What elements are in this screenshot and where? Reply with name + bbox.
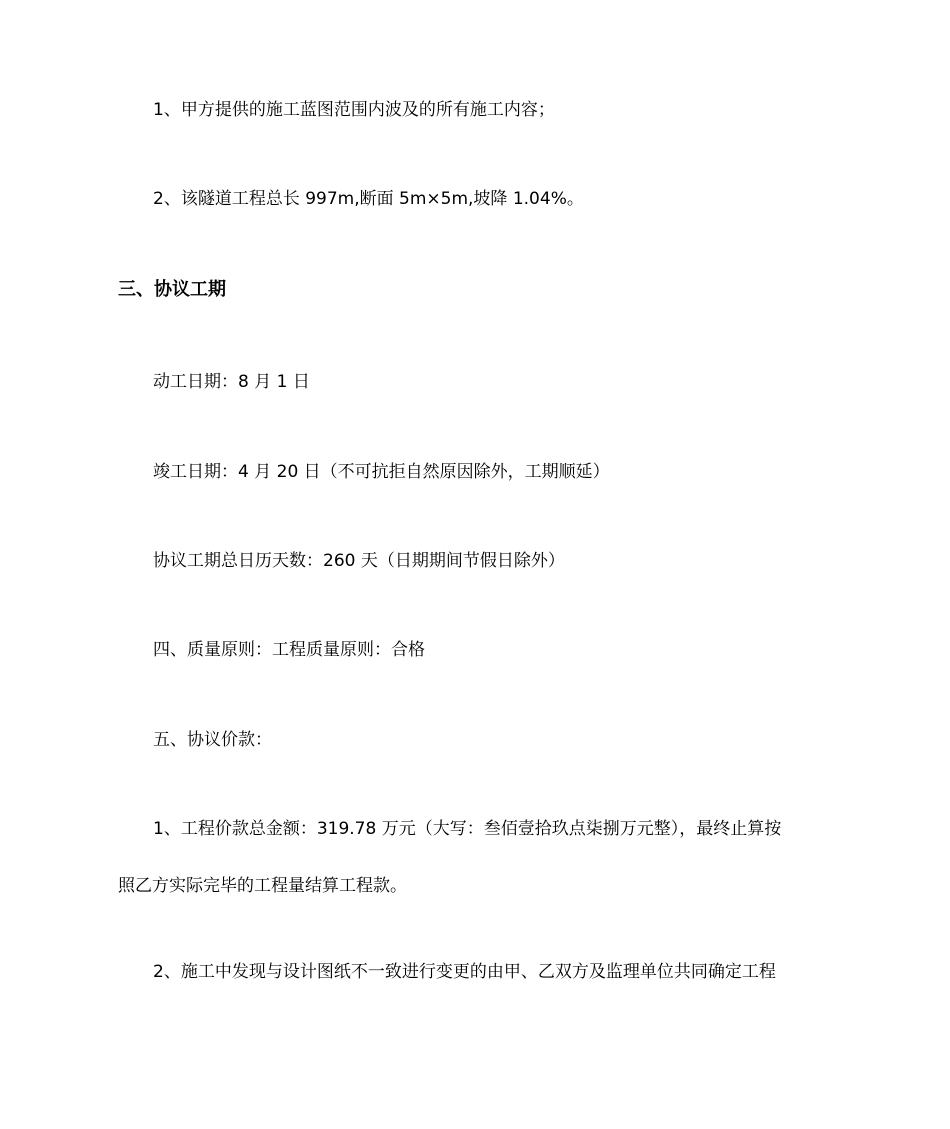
price-item-1: 1、工程价款总金额：319.78 万元（大写：叁佰壹拾玖点柒捌万元整），最终止算按 <box>153 819 782 839</box>
price-item-2: 2、施工中发现与设计图纸不一致进行变更的由甲、乙双方及监理单位共同确定工程 <box>153 962 776 982</box>
total-calendar-days: 协议工期总日历天数：260 天（日期期间节假日除外） <box>153 551 565 571</box>
quality-standard: 四、质量原则：工程质量原则：合格 <box>153 640 425 660</box>
completion-date: 竣工日期：4 月 20 日（不可抗拒自然原因除外，工期顺延） <box>153 462 610 482</box>
start-date: 动工日期：8 月 1 日 <box>153 372 310 392</box>
section-heading-contract-period: 三、协议工期 <box>118 279 226 300</box>
scope-item-2: 2、该隧道工程总长 997m,断面 5m×5m,坡降 1.04%。 <box>153 189 584 209</box>
price-item-1-continuation: 照乙方实际完毕的工程量结算工程款。 <box>118 876 407 896</box>
scope-item-1: 1、甲方提供的施工蓝图范围内波及的所有施工内容； <box>153 100 555 120</box>
section-heading-contract-price: 五、协议价款： <box>153 730 272 750</box>
